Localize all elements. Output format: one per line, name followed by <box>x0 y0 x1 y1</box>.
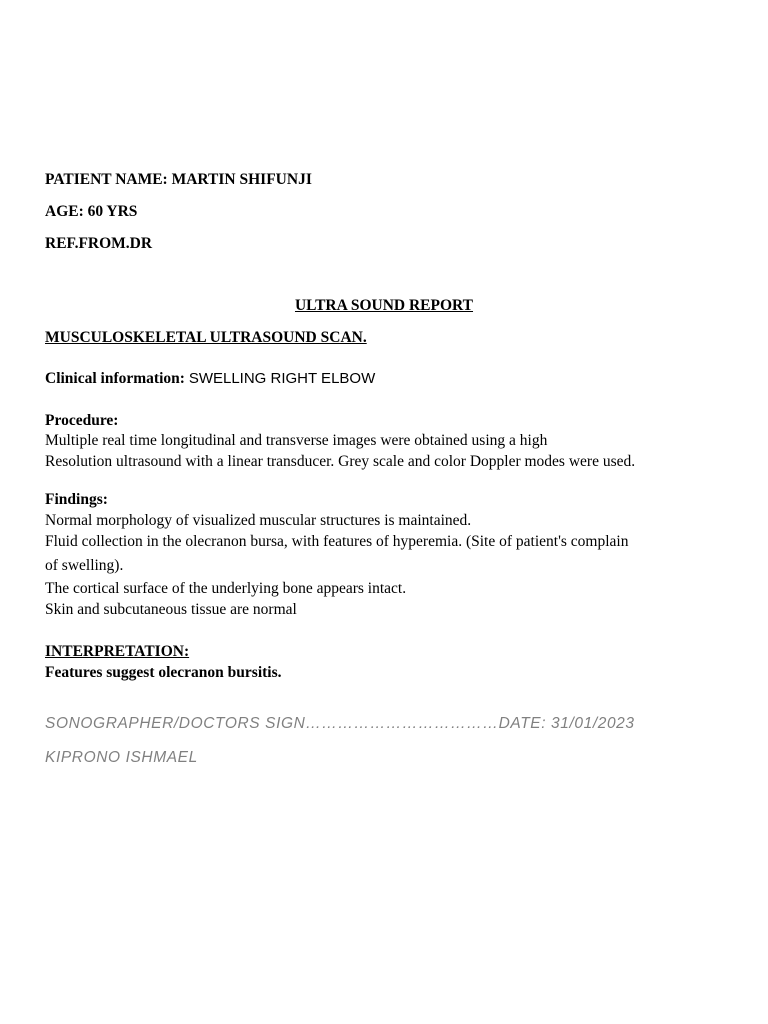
clinical-information <box>45 369 375 389</box>
findings-line: of swelling). <box>45 557 124 574</box>
interpretation-text: Features suggest olecranon bursitis. <box>45 664 282 681</box>
findings-line: Fluid collection in the olecranon bursa, with features of hyperemia. (Site of patient's complain <box>45 533 629 550</box>
findings-line: Normal morphology of visualized muscular structures is maintained. <box>45 512 472 529</box>
report-title: ULTRA SOUND REPORT <box>294 297 474 314</box>
findings-heading: Findings: <box>45 491 108 508</box>
procedure-line: Multiple real time longitudinal and transverse images were obtained using a high <box>45 432 548 449</box>
scan-type: MUSCULOSKELETAL ULTRASOUND SCAN. <box>45 329 367 346</box>
sonographer-name: KIPRONO ISHMAEL <box>45 749 198 766</box>
findings-line: The cortical surface of the underlying bone appears intact. <box>45 580 407 597</box>
procedure-line: Resolution ultrasound with a linear transducer. Grey scale and color Doppler modes were used. <box>45 453 636 470</box>
patient-age: AGE: 60 YRS <box>45 203 138 220</box>
patient-name: PATIENT NAME: MARTIN SHIFUNJI <box>45 171 312 188</box>
interpretation-heading: INTERPRETATION: <box>45 643 190 660</box>
signature-line: SONOGRAPHER/DOCTORS SIGN………………………………DATE: 31/01/2023 <box>45 715 635 732</box>
clinical-information-label: Clinical information: <box>45 370 185 387</box>
procedure-heading: Procedure: <box>45 412 119 429</box>
clinical-information-value: SWELLING RIGHT ELBOW <box>188 370 376 387</box>
referring-doctor: REF.FROM.DR <box>45 235 153 252</box>
findings-line: Skin and subcutaneous tissue are normal <box>45 601 297 618</box>
